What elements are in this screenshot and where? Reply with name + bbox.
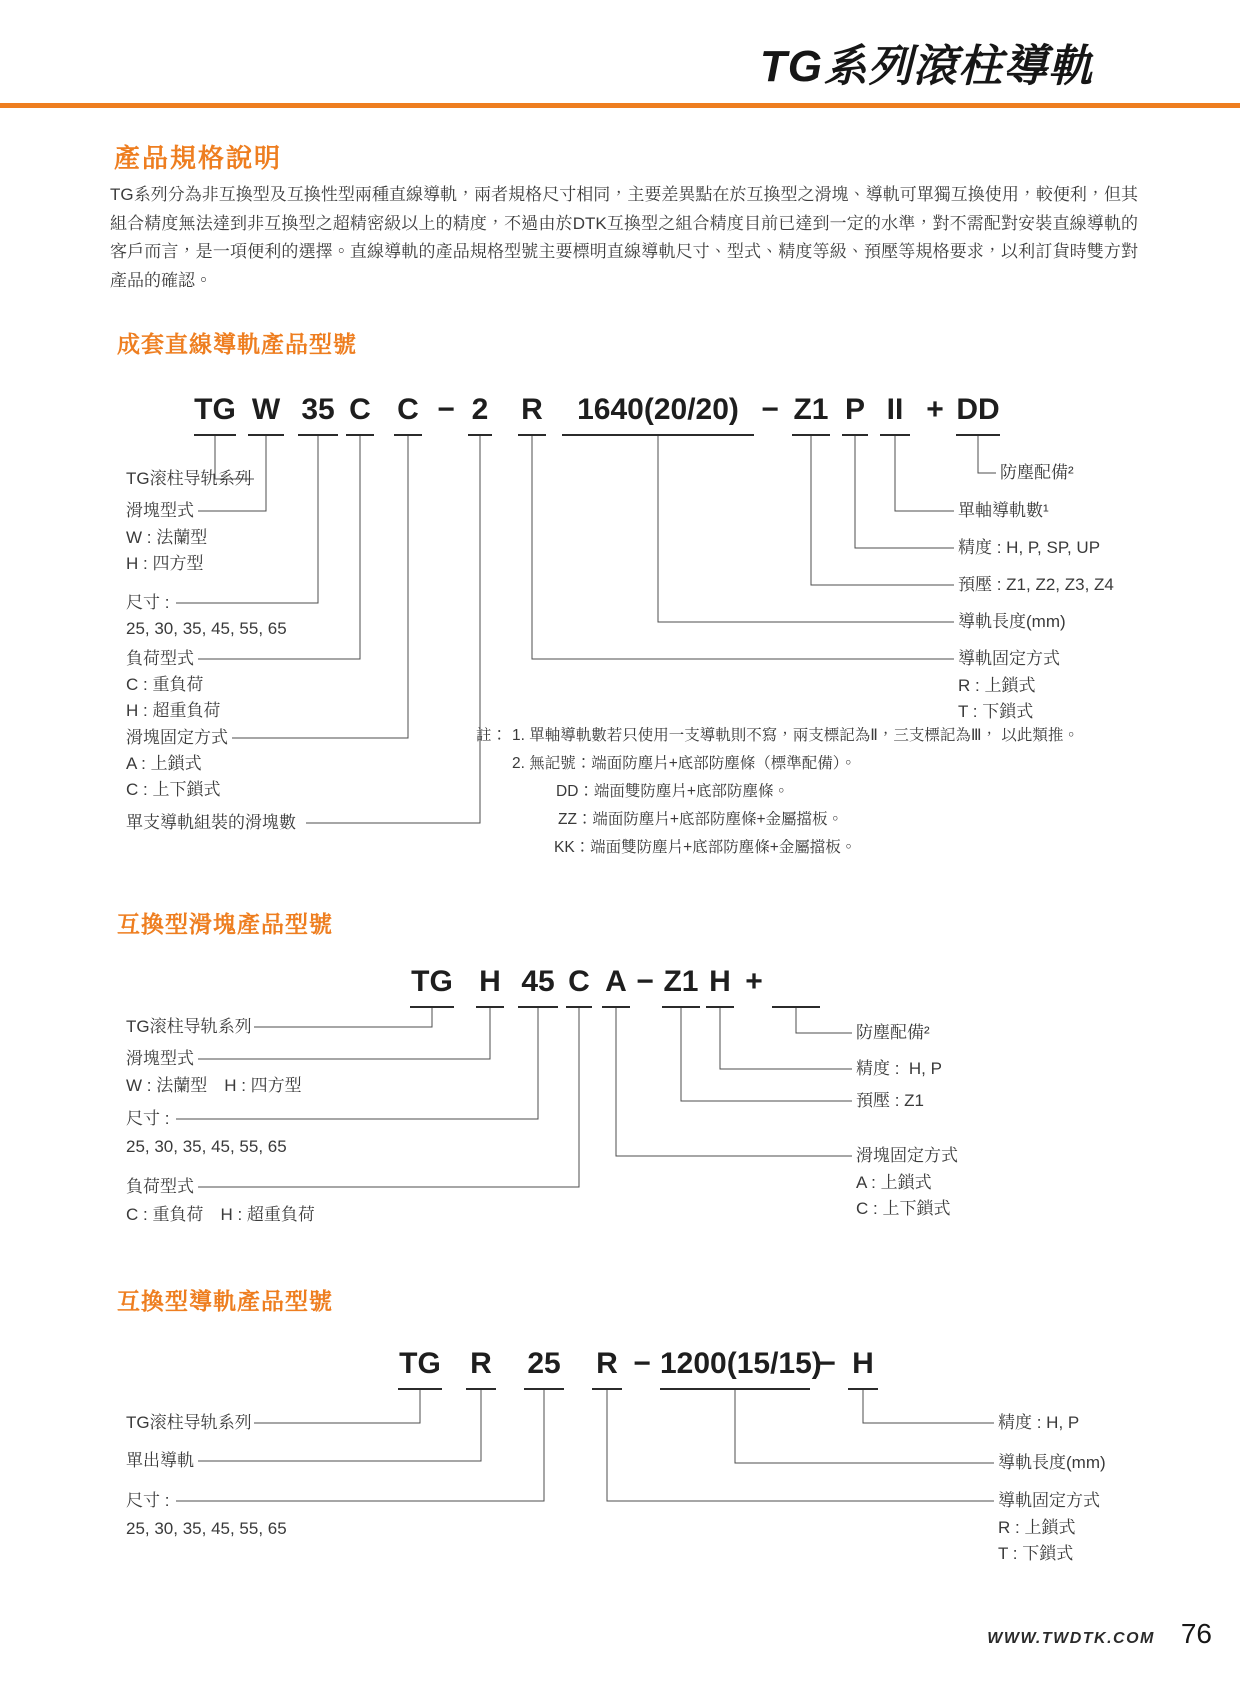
model-segment: R (592, 1346, 622, 1390)
model-segment-blank (772, 964, 820, 1008)
page-title: TG系列滾柱導軌 (759, 42, 1093, 91)
d3-label-series: TG滚柱导轨系列 (126, 1413, 252, 1432)
model-segment: 1200(15/15) (660, 1346, 810, 1390)
d2-label-size-values: 25, 30, 35, 45, 55, 65 (126, 1137, 287, 1156)
d1-label-preload: 預壓 : Z1, Z2, Z3, Z4 (958, 575, 1114, 594)
d3-label-single-rail: 單出導軌 (126, 1451, 194, 1470)
d1-label-load-c: C : 重負荷 (126, 675, 204, 694)
d2-label-fixing-c: C : 上下鎖式 (856, 1199, 951, 1218)
model-segment: C (566, 964, 592, 1008)
d1-label-load-h: H : 超重負荷 (126, 701, 221, 720)
d1-label-fixing-a: A : 上鎖式 (126, 754, 202, 773)
d2-label-accuracy: 精度 : H, P (856, 1059, 942, 1078)
footer-website: WWW.TWDTK.COM (987, 1630, 1155, 1647)
d1-label-block-fixing: 滑塊固定方式 (126, 728, 228, 747)
note-2: 2. 無記號：端面防塵片+底部防塵條（標準配備）。 (512, 755, 857, 772)
d1-label-block-type-h: H : 四方型 (126, 554, 204, 573)
d1-label-load-type: 負荷型式 (126, 649, 194, 668)
model-segment: H (706, 964, 734, 1008)
page-footer (987, 1618, 1212, 1650)
model-segment: + (926, 393, 944, 426)
d1-label-dust-option: 防塵配備² (1000, 463, 1074, 482)
model-segment: C (394, 392, 422, 436)
d2-label-dust-option: 防塵配備² (856, 1023, 930, 1042)
d1-label-block-type: 滑塊型式 (126, 501, 194, 520)
d1-label-rail-length: 導軌長度(mm) (958, 612, 1066, 631)
d3-label-rail-fixing: 導軌固定方式 (998, 1491, 1100, 1510)
header-divider (0, 103, 1240, 108)
d1-label-block-type-w: W : 法蘭型 (126, 528, 208, 547)
note-1: 1. 單軸導軌數若只使用一支導軌則不寫，兩支標記為Ⅱ，三支標記為Ⅲ， 以此類推。 (512, 727, 1079, 744)
model-segment: DD (956, 392, 1000, 436)
d2-label-block-fixing: 滑塊固定方式 (856, 1146, 958, 1165)
model-segment: − (437, 393, 455, 426)
model-segment: + (745, 965, 763, 998)
d2-label-load-values: C : 重負荷 H : 超重負荷 (126, 1205, 315, 1224)
d2-label-size: 尺寸 : (126, 1109, 170, 1128)
model-segment: H (476, 964, 504, 1008)
model-segment: W (248, 392, 284, 436)
d1-label-size: 尺寸 : (126, 593, 170, 612)
model-segment: 25 (524, 1346, 564, 1390)
model-segment: 2 (468, 392, 492, 436)
footer-page-number: 76 (1180, 1618, 1212, 1649)
d2-label-block-type: 滑塊型式 (126, 1049, 194, 1068)
section-heading-spec: 產品規格說明 (114, 143, 283, 173)
note-2-dd: DD：端面雙防塵片+底部防塵條。 (556, 783, 789, 800)
model-segment: − (633, 1347, 651, 1380)
d2-label-preload: 預壓 : Z1 (856, 1091, 925, 1110)
model-segment: 1640(20/20) (562, 392, 754, 436)
model-segment: R (518, 392, 546, 436)
model-segment: A (602, 964, 630, 1008)
note-2-zz: ZZ：端面防塵片+底部防塵條+金屬擋板。 (558, 811, 844, 828)
model-segment: C (346, 392, 374, 436)
model-segment: − (636, 965, 654, 998)
model-segment: Z1 (792, 392, 830, 436)
model-segment: II (880, 392, 910, 436)
model-segment: Z1 (662, 964, 700, 1008)
section-heading-rail: 互換型導軌產品型號 (117, 1288, 333, 1314)
model-segment: TG (194, 392, 236, 436)
d1-label-rail-fixing-r: R : 上鎖式 (958, 676, 1036, 695)
d3-label-rail-length: 導軌長度(mm) (998, 1453, 1106, 1472)
model-segment: P (842, 392, 868, 436)
d3-label-rail-fixing-r: R : 上鎖式 (998, 1518, 1076, 1537)
model-segment: TG (410, 964, 454, 1008)
d2-label-series: TG滚柱导轨系列 (126, 1017, 252, 1036)
d1-label-rail-count: 單軸導軌數¹ (958, 501, 1049, 520)
note-tag: 註： (476, 727, 508, 744)
model-segment: H (848, 1346, 878, 1390)
d2-label-fixing-a: A : 上鎖式 (856, 1173, 932, 1192)
d1-label-accuracy: 精度 : H, P, SP, UP (958, 538, 1101, 557)
section-heading-assembly: 成套直線導軌產品型號 (117, 331, 357, 357)
d3-label-size: 尺寸 : (126, 1491, 170, 1510)
d1-label-fixing-c: C : 上下鎖式 (126, 780, 221, 799)
d2-label-block-type-values: W : 法蘭型 H : 四方型 (126, 1076, 302, 1095)
note-2-kk: KK：端面雙防塵片+底部防塵條+金屬擋板。 (554, 839, 857, 856)
d2-label-load-type: 負荷型式 (126, 1177, 194, 1196)
model-segment: R (466, 1346, 496, 1390)
model-segment: TG (398, 1346, 442, 1390)
model-segment: 35 (298, 392, 338, 436)
model-segment: − (761, 393, 779, 426)
model-segment: 45 (518, 964, 558, 1008)
d3-label-accuracy: 精度 : H, P (998, 1413, 1080, 1432)
section-heading-block: 互換型滑塊產品型號 (117, 911, 333, 937)
d1-label-series: TG滚柱导轨系列 (126, 469, 252, 488)
intro-paragraph: TG系列分為非互換型及互換性型兩種直線導軌，兩者規格尺寸相同，主要差異點在於互換型之滑塊、導軌可單獨互換使用，較便利，但其組合精度無法達到非互換型之超精密級以上的精度，不過由於DTK互換型之組合精度目前已達到一定的水準，對不需配對安裝直線導軌的客戶而言，是一項便利的選擇。直線導軌的產品規格型號主要標明直線導軌尺寸、型式、精度等級、預壓等規格要求，以利訂貨時雙方對產品的確認。 (110, 185, 1138, 290)
d3-label-rail-fixing-t: T : 下鎖式 (998, 1544, 1074, 1563)
d1-label-rail-fixing-t: T : 下鎖式 (958, 702, 1034, 721)
d1-label-block-count: 單支導軌組裝的滑塊數 (126, 813, 296, 832)
d3-label-size-values: 25, 30, 35, 45, 55, 65 (126, 1519, 287, 1538)
d1-label-rail-fixing: 導軌固定方式 (958, 649, 1060, 668)
model-segment: − (818, 1347, 836, 1380)
d1-label-size-values: 25, 30, 35, 45, 55, 65 (126, 619, 287, 638)
